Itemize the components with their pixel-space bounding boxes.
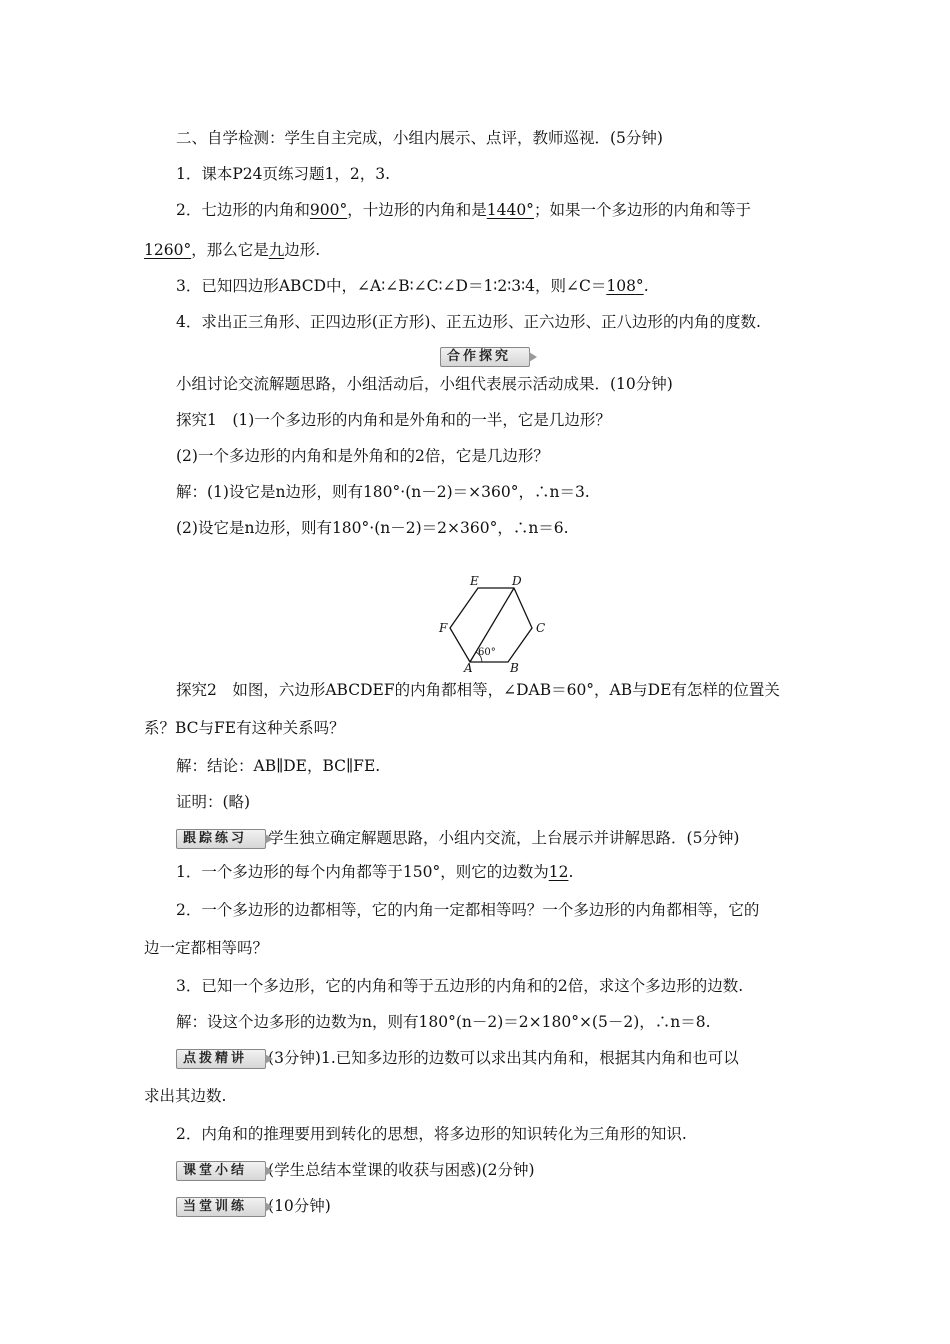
self-test-q4: 4．求出正三角形、正四边形(正方形)、正五边形、正六边形、正八边形的内角的度数. xyxy=(176,313,761,331)
practice-q2-line2: 边一定都相等吗？ xyxy=(144,939,269,957)
text-segment: 1．一个多边形的每个内角都等于150°，则它的边数为 xyxy=(176,863,549,881)
practice-q2-line1: 2．一个多边形的边都相等，它的内角一定都相等吗？一个多边形的内角都相等，它的 xyxy=(176,901,760,919)
explore1-q2: (2)一个多边形的内角和是外角和的2倍，它是几边形？ xyxy=(176,447,549,465)
text-segment: ，那么它是 xyxy=(191,241,269,259)
self-test-q1: 1．课本P24页练习题1，2，3. xyxy=(176,165,391,183)
practice-q3-solution: 解：设这个边多形的边数为n，则有180°(n－2)＝2×180°×(5－2)，∴n＝8. xyxy=(176,1013,711,1031)
cooperate-header xyxy=(440,346,532,367)
cooperate-intro: 小组讨论交流解题思路，小组活动后，小组代表展示活动成果．(10分钟) xyxy=(176,375,673,393)
guidance-line2: 求出其边数. xyxy=(144,1087,227,1105)
text-segment: ；如果一个多边形的内角和等于 xyxy=(533,201,751,219)
angle-label: 60° xyxy=(478,647,496,658)
self-test-q3 xyxy=(176,276,649,296)
section-badge: 跟踪练习 xyxy=(176,829,266,849)
hexagon-figure xyxy=(432,574,552,674)
self-test-heading: 二、自学检测：学生自主完成，小组内展示、点评，教师巡视．(5分钟) xyxy=(176,129,663,147)
text-segment: 3．已知四边形ABCD中，∠A∶∠B∶∠C∶∠D＝1∶2∶3∶4，则∠C＝ xyxy=(176,277,607,295)
answer-blank: 12 xyxy=(548,863,569,881)
vertex-label-a: A xyxy=(464,661,473,674)
explore1-q1: 探究1 (1)一个多边形的内角和是外角和的一半，它是几边形？ xyxy=(176,411,611,429)
explore2-proof: 证明：(略) xyxy=(176,793,251,811)
text-segment: ，十边形的内角和是 xyxy=(347,201,487,219)
summary-text: (学生总结本堂课的收获与困惑)(2分钟) xyxy=(268,1161,535,1179)
section-badge: 课堂小结 xyxy=(176,1161,266,1181)
vertex-label-d: D xyxy=(512,574,522,588)
training-line xyxy=(176,1196,331,1217)
self-test-q2-line2 xyxy=(144,240,320,260)
guidance-point2: 2．内角和的推理要用到转化的思想，将多边形的知识转化为三角形的知识. xyxy=(176,1125,687,1143)
practice-header xyxy=(176,828,739,849)
vertex-label-f: F xyxy=(439,621,448,635)
answer-blank: 900° xyxy=(309,201,348,219)
vertex-label-b: B xyxy=(510,661,519,674)
text-segment: 边形. xyxy=(284,241,321,259)
section-badge: 点拨精讲 xyxy=(176,1049,266,1069)
vertex-label-e: E xyxy=(470,574,479,588)
guidance-line1 xyxy=(176,1048,739,1069)
explore2-question-line2: 系？BC与FE有这种关系吗？ xyxy=(144,719,345,737)
self-test-q2-line1 xyxy=(176,200,751,220)
practice-intro: 学生独立确定解题思路，小组内交流，上台展示并讲解思路．(5分钟) xyxy=(268,829,740,847)
explore1-solution2: (2)设它是n边形，则有180°·(n－2)＝2×360°，∴n＝6. xyxy=(176,519,569,537)
guidance-text: (3分钟)1.已知多边形的边数可以求出其内角和，根据其内角和也可以 xyxy=(268,1049,739,1067)
explore2-solution: 解：结论：AB∥DE，BC∥FE. xyxy=(176,757,381,775)
training-text: (10分钟) xyxy=(268,1197,331,1215)
explore1-solution1: 解：(1)设它是n边形，则有180°·(n－2)＝×360°，∴n＝3. xyxy=(176,483,590,501)
answer-blank: 1440° xyxy=(486,201,534,219)
vertex-label-c: C xyxy=(536,621,546,635)
text-segment: . xyxy=(568,863,574,881)
answer-blank: 1260° xyxy=(144,241,192,259)
summary-line xyxy=(176,1160,535,1181)
section-badge: 合作探究 xyxy=(440,347,530,367)
answer-blank: 108° xyxy=(606,277,644,295)
practice-q3: 3．已知一个多边形，它的内角和等于五边形的内角和的2倍，求这个多边形的边数. xyxy=(176,977,744,995)
section-badge: 当堂训练 xyxy=(176,1197,266,1217)
practice-q1 xyxy=(176,862,573,882)
text-segment: . xyxy=(643,277,649,295)
explore2-question-line1: 探究2 如图，六边形ABCDEF的内角都相等，∠DAB＝60°，AB与DE有怎样的位置关 xyxy=(176,681,780,699)
text-segment: 2．七边形的内角和 xyxy=(176,201,310,219)
answer-blank: 九 xyxy=(268,241,285,259)
